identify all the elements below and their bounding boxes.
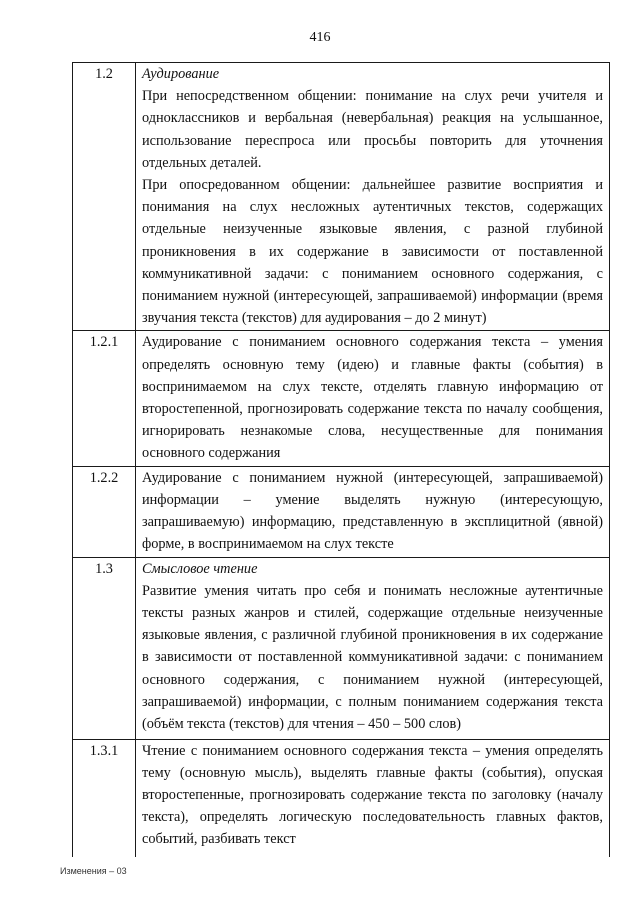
section-heading: Аудирование bbox=[142, 66, 220, 82]
paragraph: Аудирование с пониманием нужной (интересующей, запрашиваемой) информации – умение выделять нужную (интересующую, запрашиваемую) информацию, представленную в эксплицитной (явной) форме, в воспринимаемом на слух тексте bbox=[142, 469, 603, 553]
content-table bbox=[72, 62, 610, 857]
row-text bbox=[136, 466, 610, 557]
row-number: 1.3.1 bbox=[73, 739, 136, 857]
row-text bbox=[136, 557, 610, 739]
row-number: 1.2.2 bbox=[73, 466, 136, 557]
footer-revision: Изменения – 03 bbox=[60, 866, 127, 876]
table-row bbox=[73, 557, 610, 739]
paragraph: Чтение с пониманием основного содержания текста – умения определять тему (основную мысль), выделять главные факты (события), опуская второстепенные, прогнозировать содержание текста по заголовку (началу текста), определять логическую последовательность главных фактов, событий, разбивать текст bbox=[142, 742, 603, 848]
table-row bbox=[73, 466, 610, 557]
row-number: 1.2 bbox=[73, 63, 136, 331]
row-text bbox=[136, 739, 610, 857]
paragraph: Развитие умения читать про себя и понимать несложные аутентичные тексты разных жанров и стилей, содержащие отдельные неизученные языковые явления, с различной глубиной проникновения в их содержание в зависимости от поставленной коммуникативной задачи: с пониманием основного содержания, с пониманием нужной (интересующей, запрашиваемой) информации, с полным пониманием содержания текста (объём текста (текстов) для чтения – 450 – 500 слов) bbox=[142, 582, 603, 733]
page-number: 416 bbox=[309, 30, 331, 45]
row-text bbox=[136, 63, 610, 331]
row-text bbox=[136, 331, 610, 466]
table-row bbox=[73, 331, 610, 466]
table-row bbox=[73, 63, 610, 331]
row-number: 1.3 bbox=[73, 557, 136, 739]
section-heading: Смысловое чтение bbox=[142, 560, 258, 577]
table-row bbox=[73, 739, 610, 857]
paragraph: При непосредственном общении: понимание на слух речи учителя и одноклассников и вербальная (невербальная) реакция на услышанное, использование переспроса или просьбы повторить для уточнения отдельных деталей. bbox=[142, 88, 603, 171]
paragraph: Аудирование с пониманием основного содержания текста – умения определять основную тему (идею) и главные факты (события) в воспринимаемом на слух тексте, отделять главную информацию от второстепенной, прогнозировать содержание текста по началу сообщения, игнорировать незнакомые слова, несущественные для понимания основного содержания bbox=[142, 334, 603, 462]
row-number: 1.2.1 bbox=[73, 331, 136, 466]
paragraph: При опосредованном общении: дальнейшее развитие восприятия и понимания на слух несложных аутентичных текстов, содержащих отдельные неизученные языковые явления, с разной глубиной проникновения в их содержание в зависимости от поставленной коммуникативной задачи: с пониманием основного содержания, с пониманием нужной (интересующей, запрашиваемой) информации (время звучания текста (текстов) для аудирования – до 2 минут) bbox=[142, 177, 603, 327]
